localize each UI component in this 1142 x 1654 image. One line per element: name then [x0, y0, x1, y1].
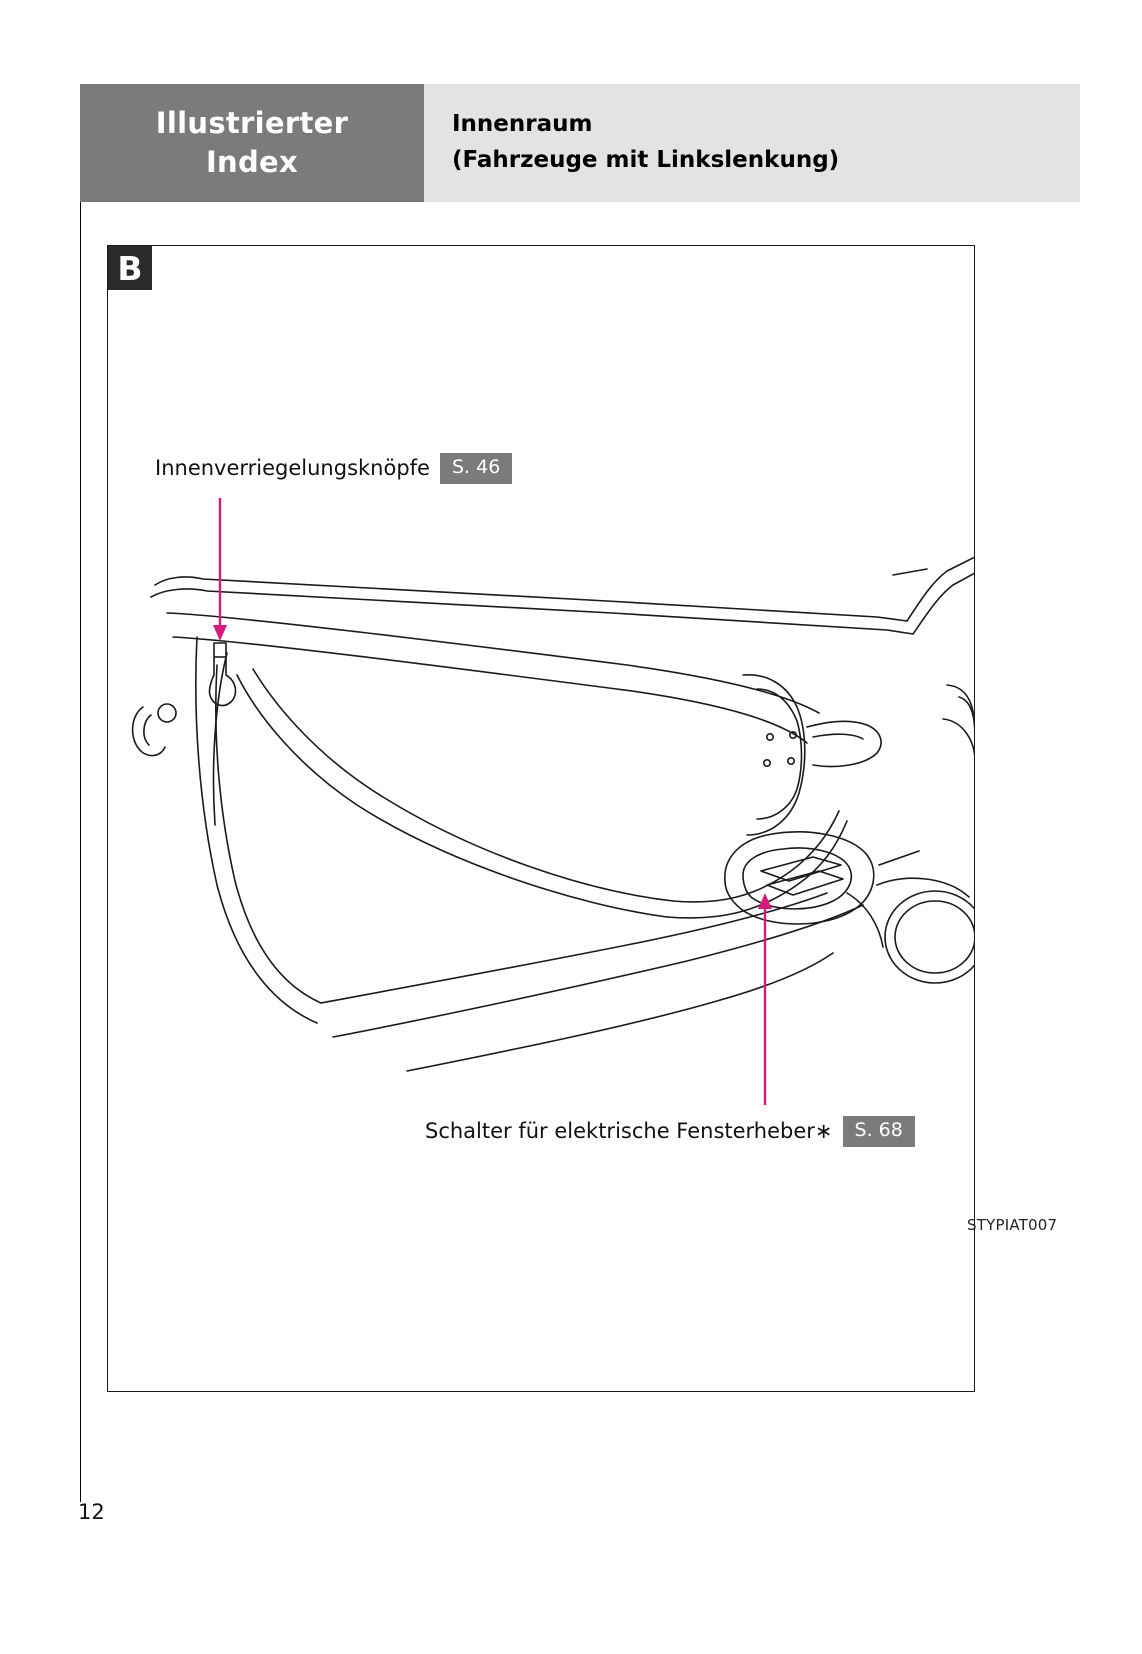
- left-margin-rule: [80, 84, 81, 1502]
- header-section-title: [80, 84, 424, 202]
- illustration-code: STYPIAT007: [967, 1216, 1058, 1234]
- header-topic-title: [424, 84, 1080, 202]
- callout-label-lock: Innenverriegelungsknöpfe: [155, 456, 430, 481]
- callout-power-window-switch: [425, 1116, 915, 1147]
- page-header: [80, 84, 1080, 202]
- callout-interior-lock-buttons: [155, 453, 512, 484]
- page-reference-window-switch[interactable]: S. 68: [843, 1116, 915, 1147]
- header-title-line1: Illustrierter: [155, 105, 349, 140]
- page-number: 12: [78, 1500, 105, 1524]
- page-reference-lock[interactable]: S. 46: [440, 453, 512, 484]
- interior-door-illustration: [107, 245, 1058, 1392]
- header-topic-line1: Innenraum: [452, 111, 593, 138]
- callout-label-window-switch: Schalter für elektrische Fensterheber∗: [425, 1119, 833, 1144]
- header-title-line2: Index: [205, 145, 299, 179]
- door-line-art-svg: [107, 245, 975, 1392]
- leader-arrow-lock: [213, 625, 227, 641]
- section-badge: B: [108, 246, 152, 290]
- header-topic-line2: (Fahrzeuge mit Linkslenkung): [452, 147, 840, 173]
